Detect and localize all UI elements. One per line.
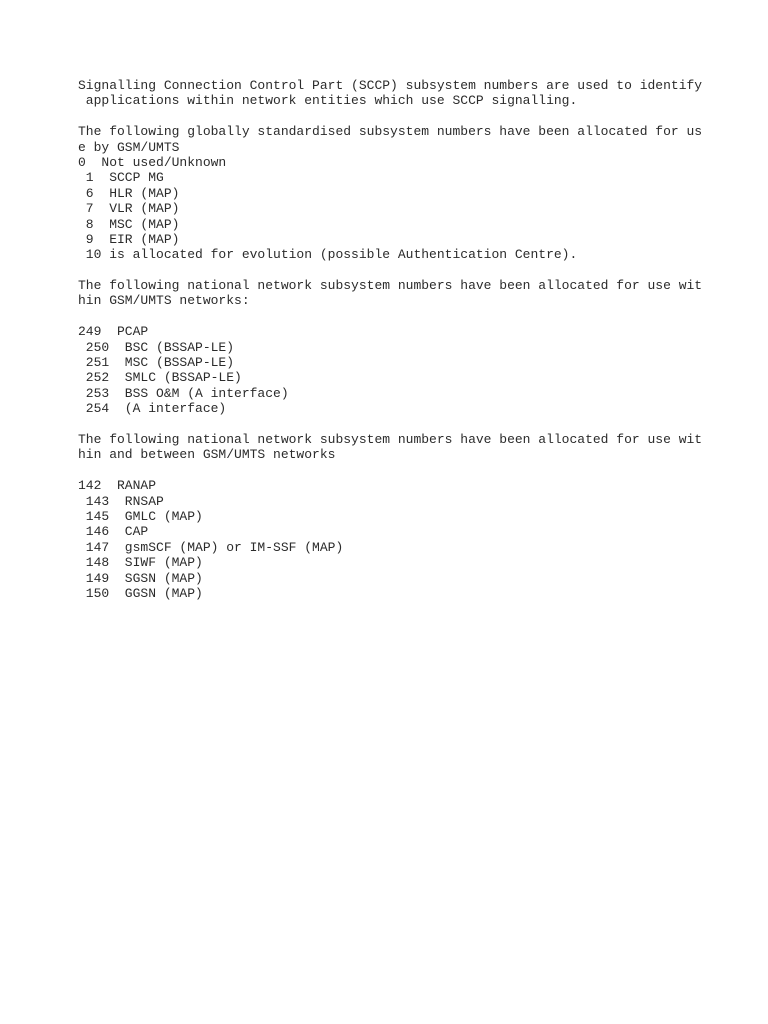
list-item: 1 SCCP MG: [78, 170, 164, 186]
list-item: 251 MSC (BSSAP-LE): [78, 355, 235, 371]
text-line: Signalling Connection Control Part (SCCP) subsystem numbers are used to identify: [78, 78, 703, 93]
intro-paragraph: [78, 78, 718, 109]
list-item: 149 SGSN (MAP): [78, 570, 203, 586]
list-item: 142 RANAP: [78, 478, 157, 494]
list-item: 150 GGSN (MAP): [78, 585, 203, 601]
list-item: 254 (A interface): [78, 401, 227, 417]
list-item: 253 BSS O&M (A interface): [78, 385, 289, 401]
list-item: 9 EIR (MAP): [78, 231, 180, 247]
blank-line: [78, 417, 718, 432]
list-item: 7 VLR (MAP): [78, 201, 180, 217]
section-heading-line: The following globally standardised subsystem numbers have been allocated for us: [78, 124, 703, 140]
national-within-section: [78, 278, 718, 417]
national-between-section: [78, 432, 718, 601]
section-heading-line: The following national network subsystem numbers have been allocated for use wit: [78, 278, 703, 294]
list-item: 143 RNSAP: [78, 493, 164, 509]
text-line: applications within network entities which use SCCP signalling.: [78, 93, 578, 109]
list-item: 250 BSC (BSSAP-LE): [78, 339, 235, 355]
blank-line: [78, 263, 718, 278]
list-item: 148 SIWF (MAP): [78, 555, 203, 571]
list-item: 8 MSC (MAP): [78, 216, 180, 232]
blank-line: [78, 309, 718, 324]
list-item: 6 HLR (MAP): [78, 185, 180, 201]
list-item: 146 CAP: [78, 524, 149, 540]
section-heading-line: The following national network subsystem numbers have been allocated for use wit: [78, 431, 703, 447]
document-page: [78, 78, 718, 601]
blank-line: [78, 463, 718, 478]
list-item: 147 gsmSCF (MAP) or IM-SSF (MAP): [78, 539, 344, 555]
list-item: 145 GMLC (MAP): [78, 508, 203, 524]
section-heading-line: hin GSM/UMTS networks:: [78, 293, 250, 309]
section-heading-line: hin and between GSM/UMTS networks: [78, 447, 336, 463]
list-item: 252 SMLC (BSSAP-LE): [78, 370, 242, 386]
list-item: 0 Not used/Unknown: [78, 154, 227, 170]
list-item: 249 PCAP: [78, 324, 149, 340]
list-item: 10 is allocated for evolution (possible Authentication Centre).: [78, 247, 578, 263]
blank-line: [78, 109, 718, 124]
section-heading-line: e by GSM/UMTS: [78, 139, 180, 155]
global-ssn-section: [78, 124, 718, 263]
